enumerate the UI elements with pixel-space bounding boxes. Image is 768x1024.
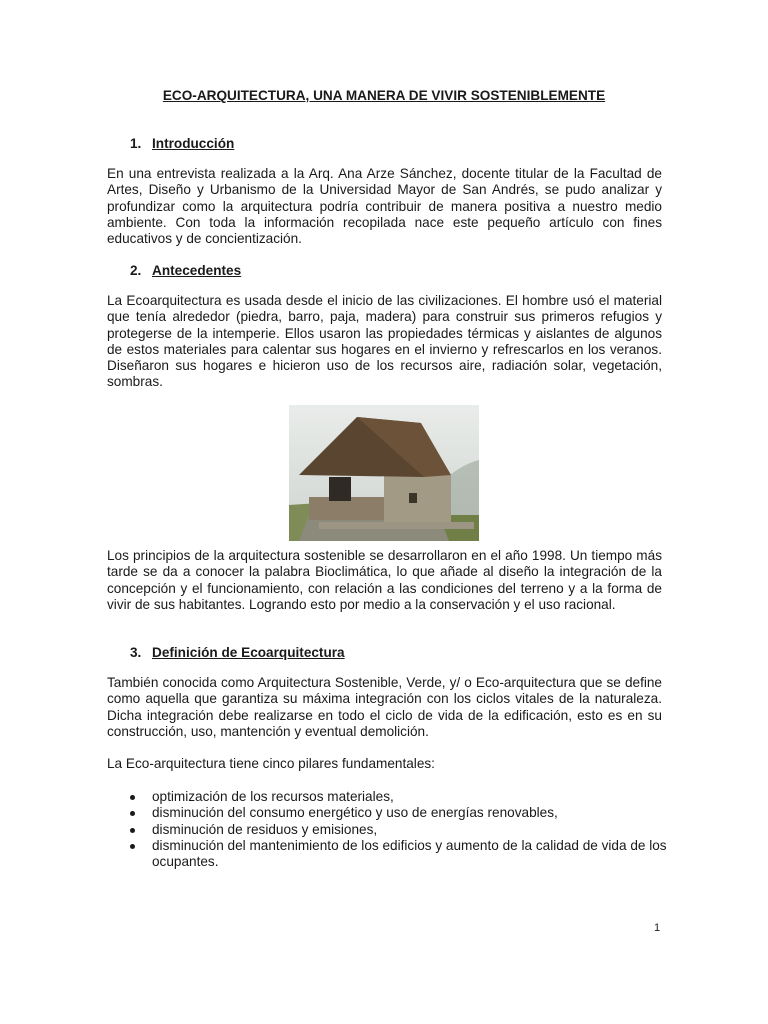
page-number: 1 <box>654 922 661 934</box>
list-item <box>107 789 667 805</box>
section-heading-antecedentes <box>130 263 241 279</box>
pillars-list <box>107 789 667 870</box>
stone-hut-photo <box>289 405 479 541</box>
list-item-text: disminución del consumo energético y uso de energías renovables, <box>152 805 558 821</box>
section-title: Definición de Ecoarquitectura <box>152 645 345 660</box>
bullet-icon <box>130 828 135 833</box>
section-title: Introducción <box>152 136 235 151</box>
section-number: 1. <box>130 136 142 151</box>
paragraph-principios: Los principios de la arquitectura sostenible se desarrollaron en el año 1998. Un tiempo más tarde se da a conocer la palabra Bioclimática, lo que añade al diseño la integración de la concepción y el funcionamiento, con relación a las condiciones del terreno y a la forma de vivir de sus habitantes. Logrando esto por medio a la conservación y el uso racional. <box>107 548 662 612</box>
paragraph-definicion: También conocida como Arquitectura Sostenible, Verde, y/ o Eco-arquitectura que se define como aquella que garantiza su máxima integración con los ciclos vitales de la naturaleza. Dicha integración debe realizarse en todo el ciclo de vida de la edificación, esto es en su construcción, uso, mantención y eventual demolición. <box>107 675 662 739</box>
section-number: 2. <box>130 263 142 278</box>
list-item <box>107 838 667 871</box>
paragraph-introduccion: En una entrevista realizada a la Arq. Ana Arze Sánchez, docente titular de la Facultad de Artes, Diseño y Urbanismo de la Universidad Mayor de San Andrés, se pudo analizar y profundizar como la arquitectura podría contribuir de manera positiva a nuestro medio ambiente. Con toda la información recopilada nace este pequeño artículo con fines educativos y de concientización. <box>107 166 662 247</box>
list-item-text: disminución de residuos y emisiones, <box>152 821 378 837</box>
section-title: Antecedentes <box>152 263 242 278</box>
bullet-icon <box>130 844 135 849</box>
section-number: 3. <box>130 645 142 660</box>
list-item <box>107 822 667 838</box>
bullet-icon <box>130 795 135 800</box>
paragraph-pilares-intro: La Eco-arquitectura tiene cinco pilares fundamentales: <box>107 756 435 771</box>
section-heading-introduccion <box>130 136 234 152</box>
list-item-text: disminución del mantenimiento de los edificios y aumento de la calidad de vida de los ocupantes. <box>152 837 667 870</box>
paragraph-antecedentes: La Ecoarquitectura es usada desde el inicio de las civilizaciones. El hombre usó el material que tenía alrededor (piedra, barro, paja, madera) para construir sus primeros refugios y protegerse de la intemperie. Ellos usaron las propiedades térmicas y aislantes de algunos de estos materiales para calentar sus hogares en el invierno y refrescarlos en los veranos. Diseñaron sus hogares e hicieron uso de los recursos aire, radiación solar, vegetación, sombras. <box>107 293 662 390</box>
list-item <box>107 805 667 821</box>
list-item-text: optimización de los recursos materiales, <box>152 789 394 804</box>
document-title: ECO-ARQUITECTURA, UNA MANERA DE VIVIR SOSTENIBLEMENTE <box>162 88 606 103</box>
bullet-icon <box>130 811 135 816</box>
section-heading-definicion <box>130 645 345 661</box>
